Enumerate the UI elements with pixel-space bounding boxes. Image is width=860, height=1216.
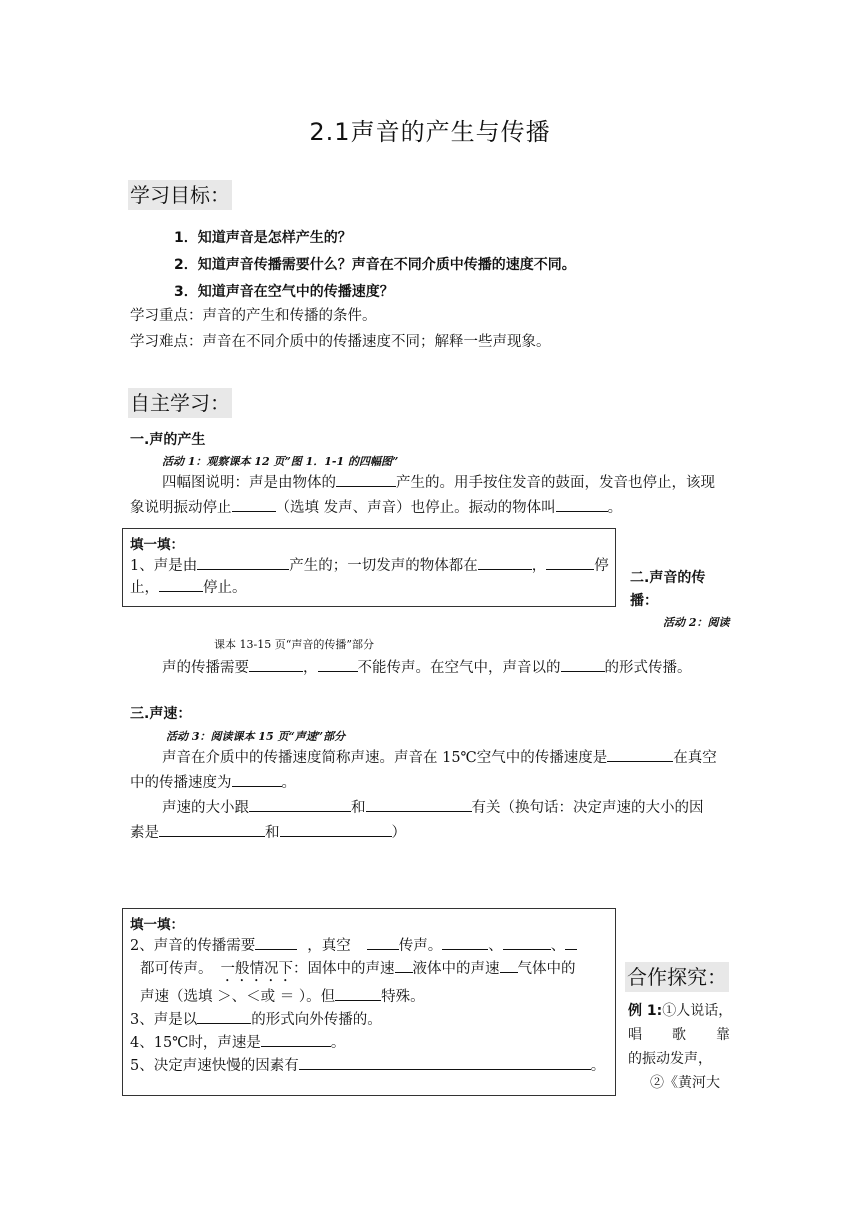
fill2-blank-compare-2[interactable]: [500, 957, 518, 973]
section-learning-goals: 学习目标：: [128, 180, 232, 210]
fill2-l4-a: 声速（选填 ＞、＜或 ＝ ）。但: [140, 989, 336, 1005]
example-1-line1-text: ①人说话，: [662, 1003, 733, 1019]
part3-l3-b: 和: [351, 800, 366, 816]
fill2-l3-d: 液体中的声速: [412, 961, 500, 977]
goal-item-3: 3．知道声音在空气中的传播速度？: [174, 284, 394, 300]
example-1-line1: [628, 1000, 732, 1020]
part1-line2-text-a: 象说明振动停止: [130, 500, 232, 516]
fill2-l7-b: 。: [590, 1058, 606, 1074]
part3-l1-b: 在真空: [673, 750, 717, 766]
part3-blank-factor-3[interactable]: [159, 821, 265, 837]
fill2-l2-d: 、: [488, 938, 503, 954]
fill2-blank-liquid[interactable]: [503, 934, 551, 950]
part3-line2: [130, 771, 296, 793]
fill-box-2-line6: [130, 1031, 345, 1053]
fill2-l5-a: 3、声是以: [130, 1012, 198, 1028]
part2-blank-wave[interactable]: [561, 656, 605, 672]
fill2-l2-e: 、: [550, 938, 566, 954]
fill2-l2-c: 传声。: [398, 938, 443, 954]
fill2-l5-b: 的形式向外传播的。: [251, 1012, 382, 1028]
fill2-l6-b: 。: [330, 1035, 346, 1051]
part1-line1-text-b: 产生的。用手按住发音的鼓面，发音也停止，该现: [396, 475, 715, 491]
goal-item-2: 2．知道声音传播需要什么？声音在不同介质中传播的速度不同。: [174, 257, 576, 273]
section-cooperative-exploration: 合作探究：: [625, 962, 729, 992]
fill2-l3-a: 都可传声。: [140, 961, 213, 977]
fill1-l2-b: 停止。: [203, 580, 247, 596]
activity-2-a: 活动 2：阅读: [663, 616, 730, 629]
fill1-l2-a: 止，: [130, 580, 159, 596]
part3-l4-c: ）: [391, 825, 406, 841]
part3-l3-c: 有关（换句话：决定声速的大小的因: [471, 800, 704, 816]
fill2-blank-wave[interactable]: [197, 1008, 251, 1024]
fill2-blank-cannot[interactable]: [367, 934, 399, 950]
part3-l2-a: 中的传播速度为: [130, 775, 232, 791]
fill2-l2-a: 2、声音的传播需要: [130, 938, 256, 954]
part3-heading: 三.声速：: [130, 706, 192, 722]
fill2-l4-b: 特殊。: [381, 989, 425, 1005]
part1-line2-text-b: （选填 发声、声音）也停止。振动的物体叫: [275, 500, 556, 516]
fill1-blank-2[interactable]: [478, 554, 532, 570]
fill2-blank-factors[interactable]: [299, 1054, 591, 1070]
part2-line-a: 声的传播需要: [162, 660, 249, 676]
part3-blank-factor-4[interactable]: [280, 821, 392, 837]
part2-line-d: 的形式传播。: [604, 660, 692, 676]
fill2-l3-b: 一般情况下：: [220, 961, 308, 977]
part3-blank-vacuum-speed[interactable]: [232, 771, 282, 787]
fill2-blank-solid[interactable]: [442, 934, 488, 950]
part3-l4-b: 和: [265, 825, 280, 841]
example-1-w1: 唱: [628, 1027, 642, 1043]
fill2-l3-e: 气体中的: [517, 961, 576, 977]
part2-heading-a: 二.声音的传: [630, 570, 706, 586]
part2-line-c: 不能传声。在空气中，声音以的: [357, 660, 561, 676]
fill-box-2-line3: [140, 957, 576, 985]
fill-box-1-line1: [130, 554, 609, 576]
part3-line1: [162, 746, 717, 768]
fill1-blank-1[interactable]: [197, 554, 289, 570]
part3-l4-a: 素是: [130, 825, 159, 841]
fill2-blank-medium[interactable]: [255, 934, 297, 950]
fill-box-2-line2: [130, 934, 577, 956]
part1-line1-text-a: 四幅图说明：声是由物体的: [162, 475, 336, 491]
part3-line4: [130, 821, 406, 843]
example-1-line4: ②《黄河大: [650, 1075, 720, 1091]
fill1-l1-c: ，: [531, 558, 547, 574]
part2-line-b: ，: [303, 660, 318, 676]
part3-blank-air-speed[interactable]: [607, 746, 673, 762]
part2-heading-b: 播：: [630, 593, 658, 609]
fill-box-2-heading: 填一填：: [130, 917, 184, 933]
example-1-line3: 的振动发声，: [628, 1051, 712, 1067]
fill1-l1-d: 停: [594, 558, 609, 574]
key-point: 学习重点：声音的产生和传播的条件。: [130, 308, 377, 324]
fill-box-1-line2: [130, 576, 247, 598]
blank-sound-source[interactable]: [556, 496, 608, 512]
activity-2-b: 课本 13-15 页“声音的传播”部分: [214, 638, 374, 651]
activity-3: 活动 3：阅读课本 15 页“声速”部分: [166, 730, 346, 743]
part1-line2: [130, 496, 622, 518]
fill1-blank-4[interactable]: [159, 576, 203, 592]
fill2-blank-compare-1[interactable]: [395, 957, 413, 973]
activity-1: 活动 1：观察课本 12 页”图 1．1-1 的四幅图”: [162, 455, 399, 468]
page-title: 2.1声音的产生与传播: [309, 118, 551, 146]
section-self-study: 自主学习：: [128, 388, 232, 418]
fill2-l2-b: ，真空: [307, 938, 351, 954]
fill2-blank-special[interactable]: [335, 985, 381, 1001]
part3-l2-b: 。: [281, 775, 296, 791]
part3-line3: [162, 796, 704, 818]
example-1-w2: 歌: [672, 1027, 686, 1043]
part2-line: [162, 656, 692, 678]
fill2-l6-a: 4、15℃时，声速是: [130, 1035, 261, 1051]
fill-box-2-line5: [130, 1008, 382, 1030]
part3-l1-a: 声音在介质中的传播速度简称声速。声音在 15℃空气中的传播速度是: [162, 750, 608, 766]
part3-l3-a: 声速的大小跟: [162, 800, 249, 816]
difficulty-point: 学习难点：声音在不同介质中的传播速度不同；解释一些声现象。: [130, 334, 551, 350]
fill2-l3-c: 固体中的声速: [307, 961, 395, 977]
fill-box-2-line7: [130, 1054, 605, 1076]
example-1-w3: 靠: [716, 1027, 730, 1043]
fill1-l1-a: 1、声是由: [130, 558, 198, 574]
fill-box-1-heading: 填一填：: [130, 537, 184, 553]
fill-box-2-line4: [140, 985, 425, 1007]
part3-blank-factor-1[interactable]: [249, 796, 351, 812]
part2-blank-vacuum[interactable]: [318, 656, 358, 672]
blank-vibration[interactable]: [336, 471, 396, 487]
goal-item-1: 1．知道声音是怎样产生的？: [174, 230, 352, 246]
fill1-l1-b: 产生的；一切发声的物体都在: [289, 558, 478, 574]
fill2-l7-a: 5、决定声速快慢的因素有: [130, 1058, 299, 1074]
fill2-blank-gas[interactable]: [565, 934, 577, 950]
part1-line1: [162, 471, 715, 493]
fill2-blank-speed[interactable]: [261, 1031, 331, 1047]
part2-blank-medium[interactable]: [249, 656, 303, 672]
part1-heading: 一.声的产生: [130, 432, 206, 448]
part3-blank-factor-2[interactable]: [366, 796, 472, 812]
part1-line2-text-c: 。: [607, 500, 623, 516]
blank-sound[interactable]: [232, 496, 276, 512]
example-1-label: 例 1:: [628, 1003, 663, 1019]
fill1-blank-3[interactable]: [546, 554, 594, 570]
